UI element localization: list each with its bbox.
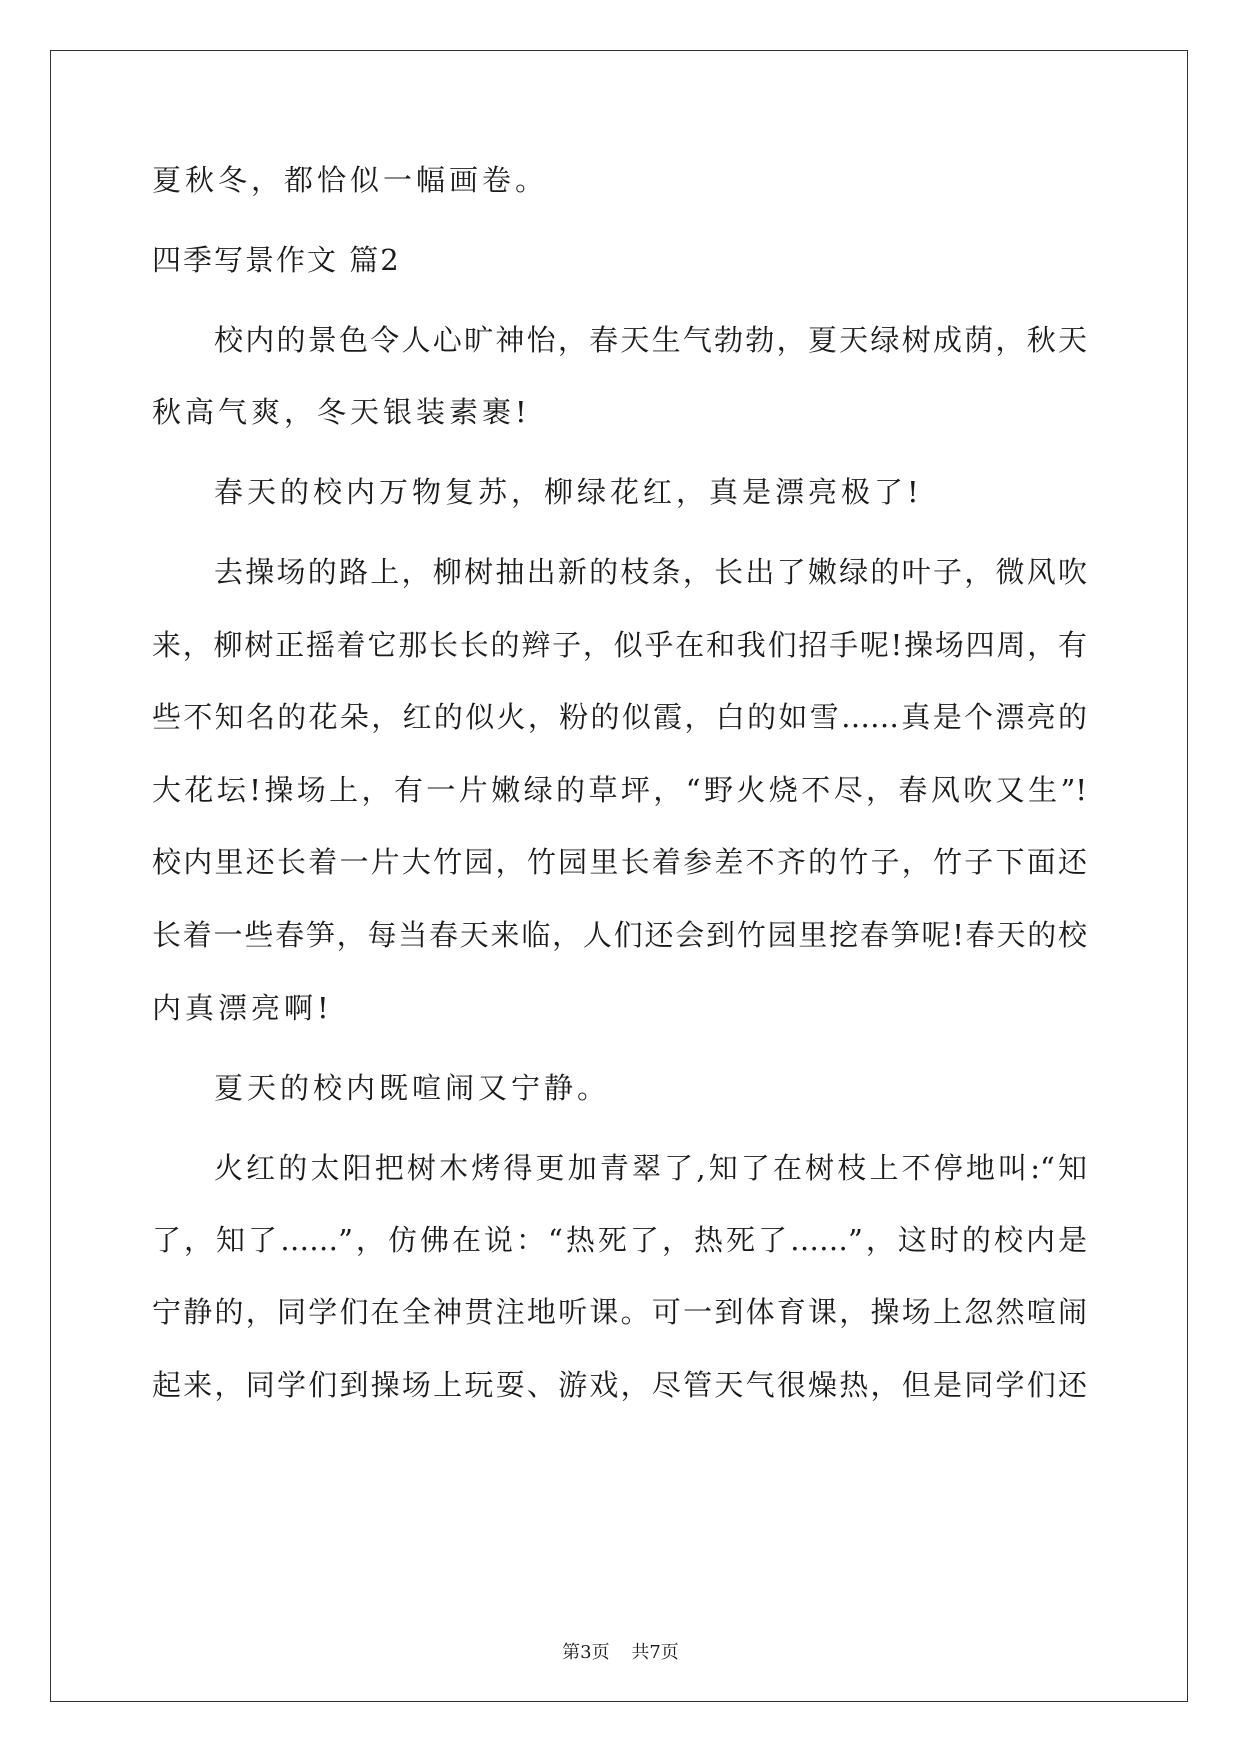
paragraph-line: 起来，同学们到操场上玩耍、游戏，尽管天气很燥热，但是同学们还 (152, 1368, 1087, 1402)
paragraph-line: 长着一些春笋，每当春天来临，人们还会到竹园里挖春笋呢!春天的校 (152, 918, 1087, 952)
paragraph-line: 校内的景色令人心旷神怡，春天生气勃勃，夏天绿树成荫，秋天 (214, 323, 1087, 357)
paragraph-line: 些不知名的花朵，红的似火，粉的似霞，白的如雪……真是个漂亮的 (152, 700, 1087, 734)
page-footer (0, 1641, 1241, 1665)
paragraph-line: 春天的校内万物复苏，柳绿花红，真是漂亮极了! (214, 475, 923, 509)
section-heading: 四季写景作文 篇2 (152, 243, 401, 277)
paragraph-line: 夏天的校内既喧闹又宁静。 (214, 1071, 611, 1105)
paragraph-line: 夏秋冬，都恰似一幅画卷。 (152, 163, 549, 197)
paragraph-line: 宁静的，同学们在全神贯注地听课。可一到体育课，操场上忽然喧闹 (152, 1295, 1087, 1329)
paragraph-line: 校内里还长着一片大竹园，竹园里长着参差不齐的竹子，竹子下面还 (152, 845, 1087, 879)
page-number: 第3页 (562, 1642, 610, 1663)
paragraph-line: 了，知了……”，仿佛在说：“热死了，热死了……”，这时的校内是 (152, 1223, 1087, 1257)
paragraph-line: 来，柳树正摇着它那长长的辫子，似乎在和我们招手呢!操场四周，有 (152, 628, 1087, 662)
paragraph-line: 秋高气爽，冬天银装素裹! (152, 395, 531, 429)
paragraph-line: 去操场的路上，柳树抽出新的枝条，长出了嫩绿的叶子，微风吹 (214, 555, 1087, 589)
paragraph-line: 火红的太阳把树木烤得更加青翠了,知了在树枝上不停地叫:“知 (214, 1151, 1087, 1185)
paragraph-line: 大花坛!操场上，有一片嫩绿的草坪，“野火烧不尽，春风吹又生”! (152, 773, 1087, 807)
page-total: 共7页 (631, 1642, 679, 1663)
paragraph-line: 内真漂亮啊! (152, 991, 333, 1025)
